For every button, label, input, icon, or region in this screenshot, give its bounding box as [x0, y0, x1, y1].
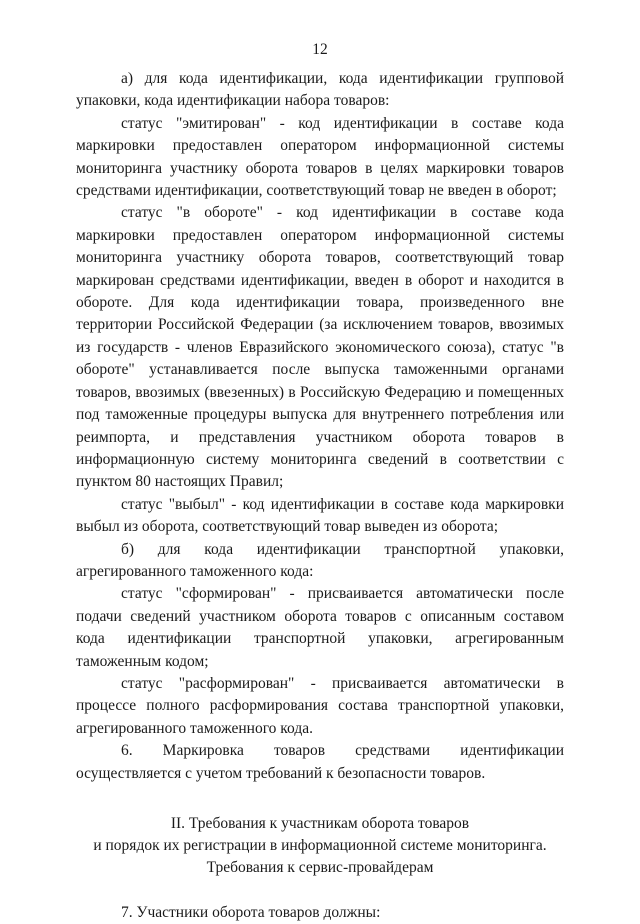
section-heading: [76, 813, 564, 879]
paragraph-status-in-circulation: статус "в обороте" - код идентификации в составе кода маркировки предоставлен оператором информационной системы мониторинга участнику оборота товаров, соответствующий товар маркирован средствами идентификации, введен в оборот и находится в обороте. Для кода идентификации товара, произведенного вне территории Российской Федерации (за исключением товаров, ввозимых из государств - членов Евразийского экономического союза), статус "в обороте" устанавливается после выпуска таможенными органами товаров, ввозимых (ввезенных) в Российскую Федерацию и помещенных под таможенные процедуры выпуска для внутреннего потребления или реимпорта, и представления участником оборота товаров в информационную систему мониторинга сведений в соответствии с пунктом 80 настоящих Правил;: [76, 204, 564, 491]
paragraph-status-formed: статус "сформирован" - присваивается автоматически после подачи сведений участником оборота товаров с описанным составом кода идентификации транспортной упаковки, агрегированным таможенным кодом;: [76, 585, 564, 670]
paragraph-status-withdrawn: статус "выбыл" - код идентификации в составе кода маркировки выбыл из оборота, соответствующий товар выведен из оборота;: [76, 495, 564, 536]
paragraph-item-a-intro: а) для кода идентификации, кода идентификации групповой упаковки, кода идентификации набора товаров:: [76, 70, 564, 110]
document-body: [76, 68, 564, 924]
paragraph-status-disbanded: статус "расформирован" - присваивается автоматически в процессе полного расформирования состава транспортной упаковки, агрегированного таможенного кода.: [76, 674, 564, 737]
paragraph-status-emitted: статус "эмитирован" - код идентификации в составе кода маркировки предоставлен оператором информационной системы мониторинга участнику оборота товаров в целях маркировки товаров средствами идентификации, соответствующий товар не введен в оборот;: [76, 114, 564, 200]
paragraph-clause-6: 6. Маркировка товаров средствами идентификации осуществляется с учетом требований к безопасности товаров.: [76, 742, 564, 782]
section-heading-line-1: II. Требования к участникам оборота товаров: [170, 815, 470, 832]
page-number: 12: [312, 41, 328, 58]
paragraph-item-b-intro: б) для кода идентификации транспортной упаковки, агрегированного таможенного кода:: [76, 540, 564, 580]
paragraph-clause-7: 7. Участники оборота товаров должны:: [121, 904, 381, 921]
section-heading-line-2: и порядок их регистрации в информационной системе мониторинга.: [93, 837, 547, 854]
section-heading-line-3: Требования к сервис-провайдерам: [206, 859, 434, 876]
